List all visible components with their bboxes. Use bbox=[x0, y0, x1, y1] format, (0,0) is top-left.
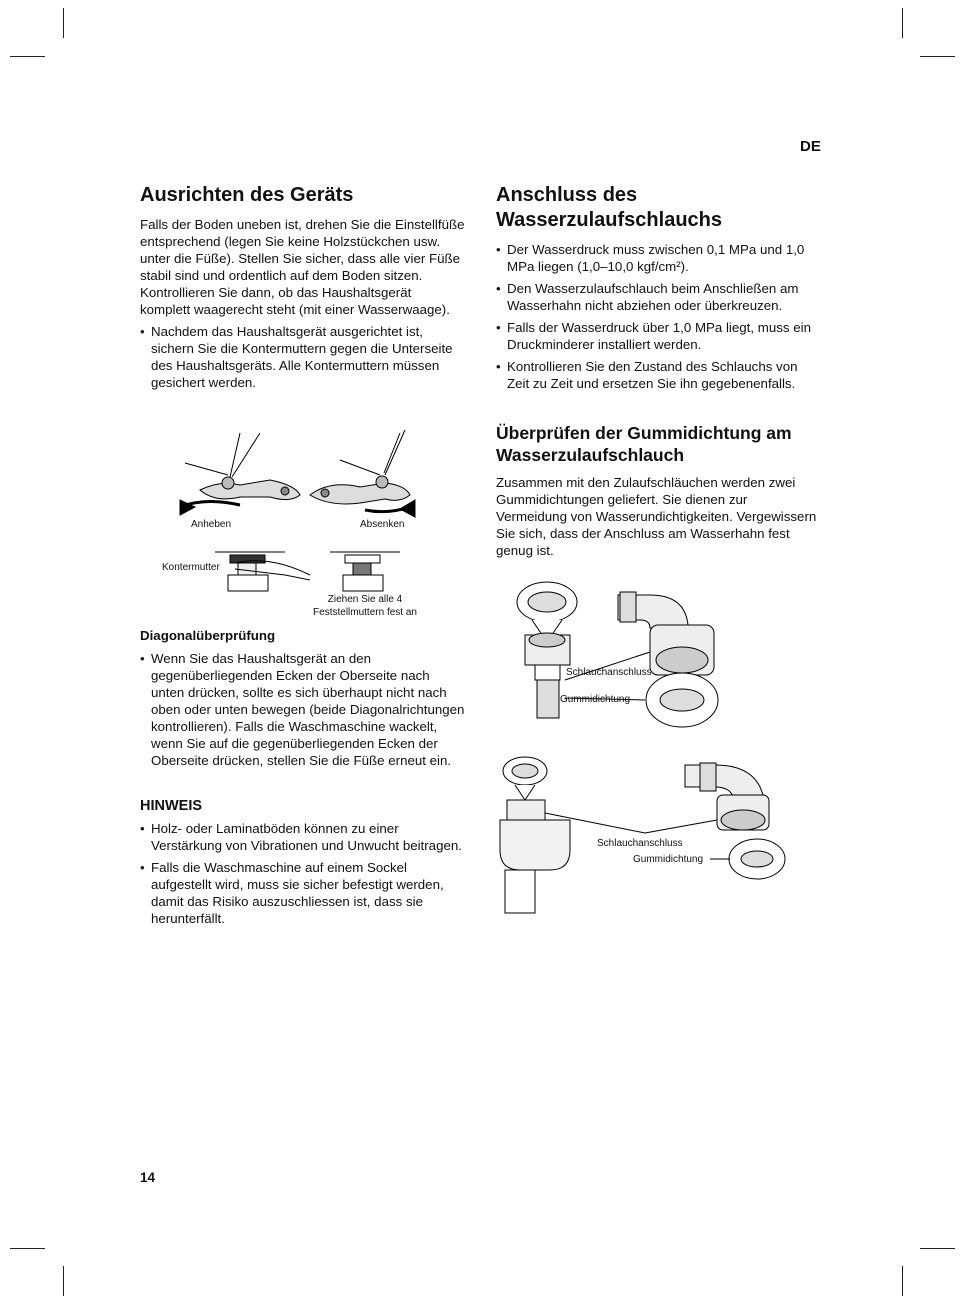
crop-mark bbox=[63, 1266, 64, 1296]
list-item: • Holz- oder Laminatböden können zu einer Verstärkung von Vibrationen und Unwucht beitragen. bbox=[140, 820, 465, 854]
list-item: • Wenn Sie das Haushaltsgerät an den gegenüberliegenden Ecken der Oberseite nach unten drücken, sollte es sich überhaupt nicht nach oben oder unten bewegen (beide Diagonalrichtungen kontrollieren). Falls die Waschmaschine wackelt, wenn Sie auf die gegenüberliegenden Ecken der Oberseite drücken, stellen Sie die Füße erneut ein. bbox=[140, 650, 465, 769]
crop-mark bbox=[63, 8, 64, 38]
list-item: • Nachdem das Haushaltsgerät ausgerichtet ist, sichern Sie die Kontermuttern gegen die Unterseite des Haushaltsgeräts. Alle Kontermuttern müssen gesichert werden. bbox=[140, 323, 465, 391]
hose-connection-illustration-1 bbox=[510, 580, 730, 730]
crop-mark bbox=[920, 1248, 955, 1249]
language-tag: DE bbox=[800, 138, 821, 155]
left-column bbox=[140, 183, 465, 396]
caption-hose-connector-1: Schlauchanschluss bbox=[566, 667, 652, 678]
caption-gasket-1: Gummidichtung bbox=[560, 694, 631, 705]
caption-gasket-2: Gummidichtung bbox=[633, 854, 704, 865]
section-title-leveling: Ausrichten des Geräts bbox=[140, 184, 354, 206]
caption-raise: Anheben bbox=[191, 519, 232, 530]
crop-mark bbox=[902, 1266, 903, 1296]
list-item: • Der Wasserdruck muss zwischen 0,1 MPa und 1,0 MPa liegen (1,0–10,0 kgf/cm²). bbox=[496, 241, 821, 275]
crop-mark bbox=[902, 8, 903, 38]
crop-mark bbox=[10, 1248, 45, 1249]
right-column bbox=[496, 183, 821, 559]
crop-mark bbox=[920, 56, 955, 57]
seal-intro: Zusammen mit den Zulaufschläuchen werden zwei Gummidichtungen geliefert. Sie dienen zur Vermeidung von Wasserundichtigkeiten. Vergewissern Sie sich, dass der Anschluss am Wasserhahn fest genug ist. bbox=[496, 475, 817, 558]
left-column-lower bbox=[140, 627, 465, 932]
crop-mark bbox=[10, 56, 45, 57]
note-title: HINWEIS bbox=[140, 798, 203, 814]
page-number: 14 bbox=[140, 1170, 156, 1185]
list-item: • Den Wasserzulaufschlauch beim Anschließen am Wasserhahn nicht abziehen oder überkreuzen. bbox=[496, 280, 821, 314]
diagonal-check-title: Diagonalüberprüfung bbox=[140, 628, 276, 643]
leveling-intro: Falls der Boden uneben ist, drehen Sie die Einstellfüße entsprechend (legen Sie keine Holzstückchen usw. unter die Füße). Stellen Sie sicher, dass alle vier Füße stabil sind und ordentlich auf dem Boden sitzen. Kontrollieren Sie dann, ob das Haushaltsgerät komplett waagerecht steht (mit einer Wasserwaage). bbox=[140, 217, 465, 317]
list-item: • Falls der Wasserdruck über 1,0 MPa liegt, muss ein Druckminderer installiert werden. bbox=[496, 319, 821, 353]
section-title-hose: Anschluss des Wasserzulaufschlauchs bbox=[496, 184, 723, 231]
caption-hose-connector-2: Schlauchanschluss bbox=[597, 838, 683, 849]
list-item: • Falls die Waschmaschine auf einem Sockel aufgestellt wird, muss sie sicher befestigt werden, damit das Risiko auszuschliessen ist, dass sie herunterfällt. bbox=[140, 859, 465, 927]
caption-tighten: Ziehen Sie alle 4 Feststellmuttern fest an bbox=[313, 594, 417, 618]
caption-lower: Absenken bbox=[360, 519, 405, 530]
hose-connection-illustration-2 bbox=[495, 755, 795, 915]
caption-locknut: Kontermutter bbox=[162, 562, 220, 573]
section-title-seal: Überprüfen der Gummidichtung am Wasserzulaufschlauch bbox=[496, 423, 792, 465]
list-item: • Kontrollieren Sie den Zustand des Schlauchs von Zeit zu Zeit und ersetzen Sie ihn gegebenenfalls. bbox=[496, 358, 821, 392]
